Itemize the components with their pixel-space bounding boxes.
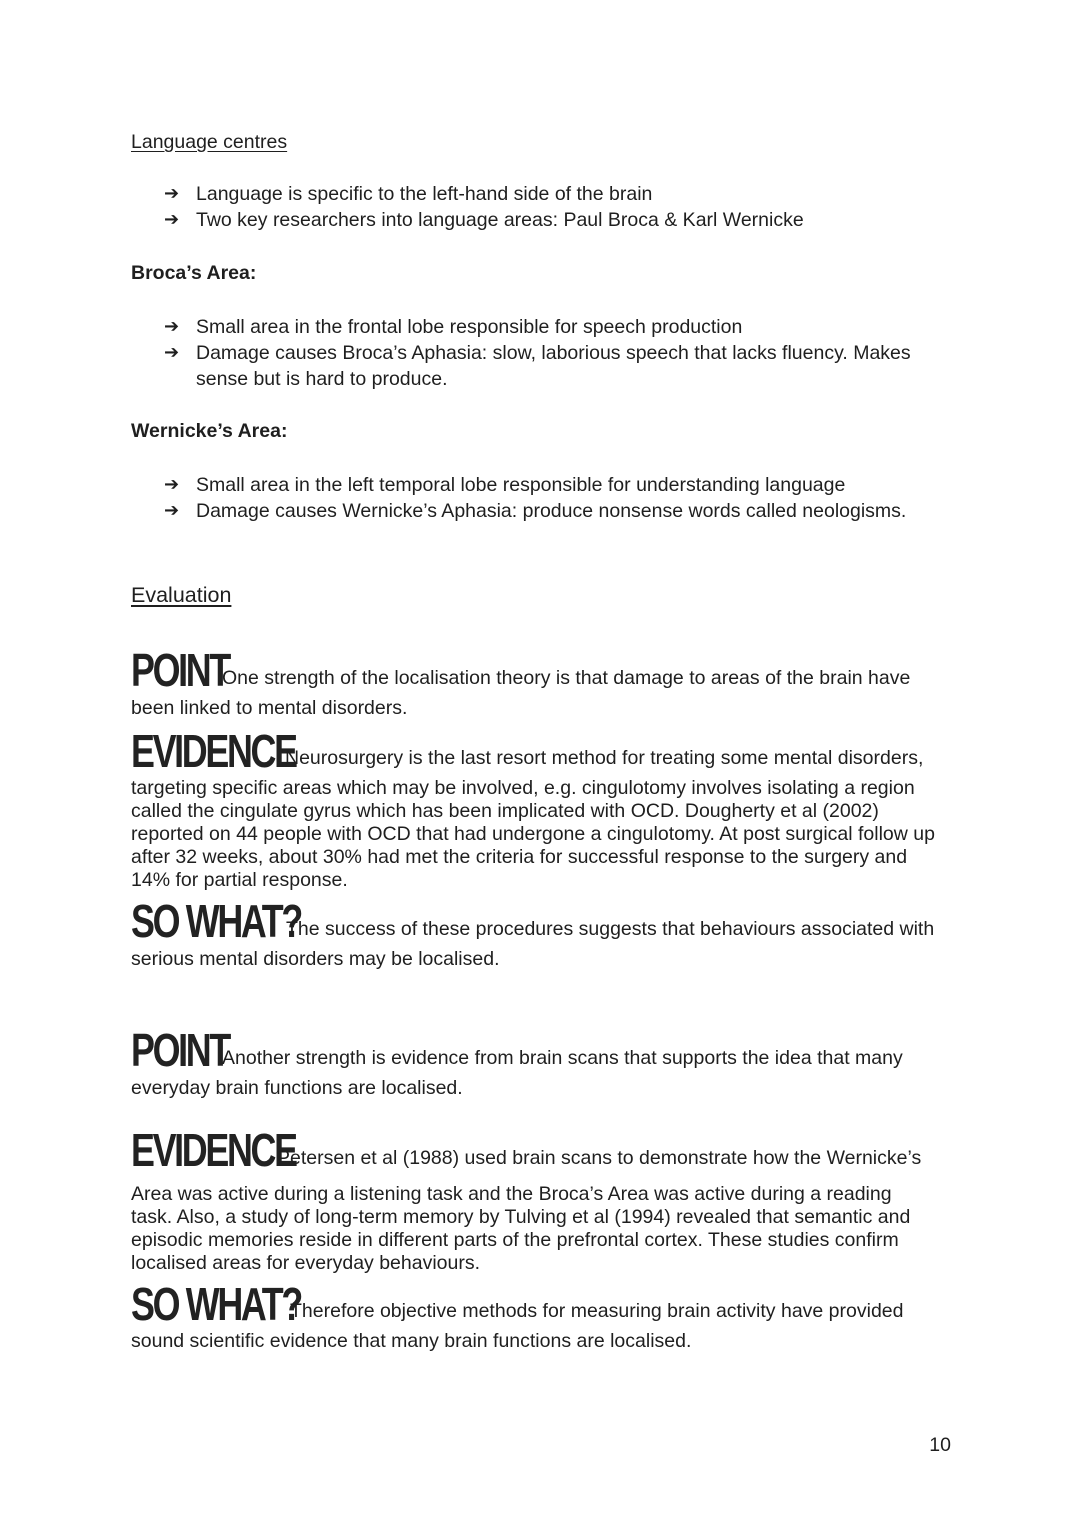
language-bullet-list <box>164 181 934 233</box>
document-page <box>131 0 951 1525</box>
so-what-2-rest: sound scientific evidence that many brain functions are localised. <box>131 1330 692 1352</box>
so-what-1-rest: serious mental disorders may be localised. <box>131 948 500 970</box>
arrow-icon: ➔ <box>164 500 180 521</box>
list-item: ➔ Two key researchers into language areas: Paul Broca & Karl Wernicke <box>164 209 804 231</box>
evidence-1-rest: targeting specific areas which may be involved, e.g. cingulotomy involves isolating a region called the cingulate gyrus which has been implicated with OCD. Dougherty et al (2002) reported on 44 people with OCD that had undergone a cingulotomy. At post surgical follow up after 32 weeks, about 30% had met the criteria for successful response to the surgery and 14% for partial response. <box>131 777 935 891</box>
wernicke-bullet-list <box>164 472 934 524</box>
point-1-lead: One strength of the localisation theory is that damage to areas of the brain have <box>222 667 911 689</box>
so-what-label: SO WHAT? <box>131 895 301 947</box>
point-1-rest: been linked to mental disorders. <box>131 697 408 719</box>
section-title-evaluation: Evaluation <box>131 583 232 607</box>
broca-bullet-list <box>164 314 934 392</box>
arrow-icon: ➔ <box>164 342 180 363</box>
arrow-icon: ➔ <box>164 209 180 230</box>
arrow-icon: ➔ <box>164 316 180 337</box>
point-label: POINT <box>131 1024 229 1076</box>
point-2-rest: everyday brain functions are localised. <box>131 1077 463 1099</box>
list-item: ➔ Damage causes Broca’s Aphasia: slow, laborious speech that lacks fluency. Makes sense but is hard to produce. <box>164 342 911 390</box>
evidence-1-lead: Neurosurgery is the last resort method for treating some mental disorders, <box>285 747 924 769</box>
list-item: ➔ Language is specific to the left-hand side of the brain <box>164 183 653 205</box>
list-item: ➔ Small area in the frontal lobe responsible for speech production <box>164 316 743 338</box>
evidence-2-lead: Petersen et al (1988) used brain scans to demonstrate how the Wernicke’s <box>277 1147 922 1169</box>
so-what-1-lead: The success of these procedures suggests that behaviours associated with <box>286 918 935 940</box>
heading-broca-area: Broca’s Area: <box>131 262 257 284</box>
list-item: ➔ Small area in the left temporal lobe responsible for understanding language <box>164 474 846 496</box>
evidence-label: EVIDENCE <box>131 1124 296 1176</box>
so-what-label: SO WHAT? <box>131 1278 301 1330</box>
point-label: POINT <box>131 644 229 696</box>
evidence-label: EVIDENCE <box>131 725 296 777</box>
heading-wernicke-area: Wernicke’s Area: <box>131 420 288 442</box>
point-2-lead: Another strength is evidence from brain scans that supports the idea that many <box>222 1047 903 1069</box>
list-item: ➔ Damage causes Wernicke’s Aphasia: produce nonsense words called neologisms. <box>164 500 907 522</box>
arrow-icon: ➔ <box>164 183 180 204</box>
page-number: 10 <box>929 1434 951 1456</box>
section-title-language-centres: Language centres <box>131 131 288 153</box>
so-what-2-lead: Therefore objective methods for measuring brain activity have provided <box>290 1300 904 1322</box>
arrow-icon: ➔ <box>164 474 180 495</box>
evidence-2-rest: Area was active during a listening task and the Broca’s Area was active during a reading task. Also, a study of long-term memory by Tulving et al (1994) revealed that semantic and episodic memories reside in different parts of the prefrontal cortex. These studies confirm localised areas for everyday behaviours. <box>131 1183 911 1274</box>
